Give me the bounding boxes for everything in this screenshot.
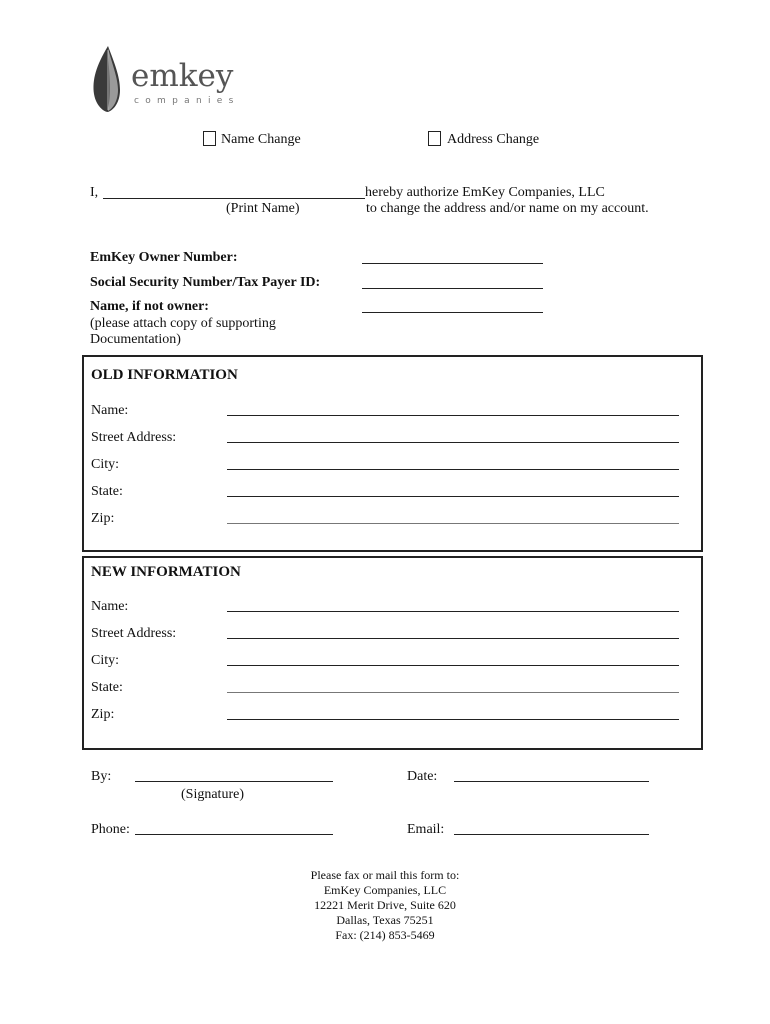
new-state-label: State: <box>91 680 123 695</box>
name-change-label: Name Change <box>221 132 301 147</box>
leaf-icon <box>88 44 128 114</box>
print-name-caption: (Print Name) <box>226 201 300 216</box>
email-label: Email: <box>407 822 445 837</box>
new-city-field[interactable] <box>227 665 679 666</box>
new-city-label: City: <box>91 653 120 668</box>
old-street-field[interactable] <box>227 442 679 443</box>
print-name-field[interactable] <box>103 198 365 199</box>
owner-number-label: EmKey Owner Number: <box>90 250 238 265</box>
ssn-field[interactable] <box>362 288 543 289</box>
supporting-docs-note-2: Documentation) <box>90 332 181 347</box>
new-state-field[interactable] <box>227 692 679 693</box>
footer-fax: Fax: (214) 853-5469 <box>335 928 435 942</box>
phone-field[interactable] <box>135 834 333 835</box>
old-street-label: Street Address: <box>91 430 177 445</box>
new-street-field[interactable] <box>227 638 679 639</box>
old-city-field[interactable] <box>227 469 679 470</box>
signature-field[interactable] <box>135 781 333 782</box>
new-information-section <box>82 556 703 750</box>
logo-wordmark: emkey <box>131 58 234 94</box>
name-change-checkbox[interactable] <box>203 131 216 146</box>
new-zip-label: Zip: <box>91 707 115 722</box>
footer-company: EmKey Companies, LLC <box>323 883 447 897</box>
old-state-field[interactable] <box>227 496 679 497</box>
ssn-label: Social Security Number/Tax Payer ID: <box>90 275 321 290</box>
phone-label: Phone: <box>91 822 130 837</box>
authorization-text-1: hereby authorize EmKey Companies, LLC <box>365 185 605 200</box>
owner-number-field[interactable] <box>362 263 543 264</box>
footer-line-1: Please fax or mail this form to: <box>310 868 460 882</box>
new-name-field[interactable] <box>227 611 679 612</box>
new-street-label: Street Address: <box>91 626 177 641</box>
date-label: Date: <box>407 769 438 784</box>
name-if-not-owner-label: Name, if not owner: <box>90 299 209 314</box>
name-if-not-owner-field[interactable] <box>362 312 543 313</box>
old-zip-label: Zip: <box>91 511 115 526</box>
new-information-title: NEW INFORMATION <box>91 564 241 580</box>
logo-subtitle: companies <box>134 96 240 106</box>
old-city-label: City: <box>91 457 120 472</box>
address-change-checkbox[interactable] <box>428 131 441 146</box>
supporting-docs-note-1: (please attach copy of supporting <box>90 316 276 331</box>
footer-street: 12221 Merit Drive, Suite 620 <box>314 898 456 912</box>
authorization-prefix: I, <box>90 185 99 200</box>
mailing-instructions <box>235 868 535 943</box>
address-change-label: Address Change <box>447 132 540 147</box>
signature-caption: (Signature) <box>181 787 244 802</box>
authorization-text-2: to change the address and/or name on my account. <box>366 201 649 216</box>
old-information-title: OLD INFORMATION <box>91 367 238 383</box>
new-zip-field[interactable] <box>227 719 679 720</box>
old-name-field[interactable] <box>227 415 679 416</box>
by-label: By: <box>91 769 112 784</box>
old-zip-field[interactable] <box>227 523 679 524</box>
email-field[interactable] <box>454 834 649 835</box>
new-name-label: Name: <box>91 599 129 614</box>
old-name-label: Name: <box>91 403 129 418</box>
old-state-label: State: <box>91 484 123 499</box>
date-field[interactable] <box>454 781 649 782</box>
footer-city: Dallas, Texas 75251 <box>336 913 434 927</box>
